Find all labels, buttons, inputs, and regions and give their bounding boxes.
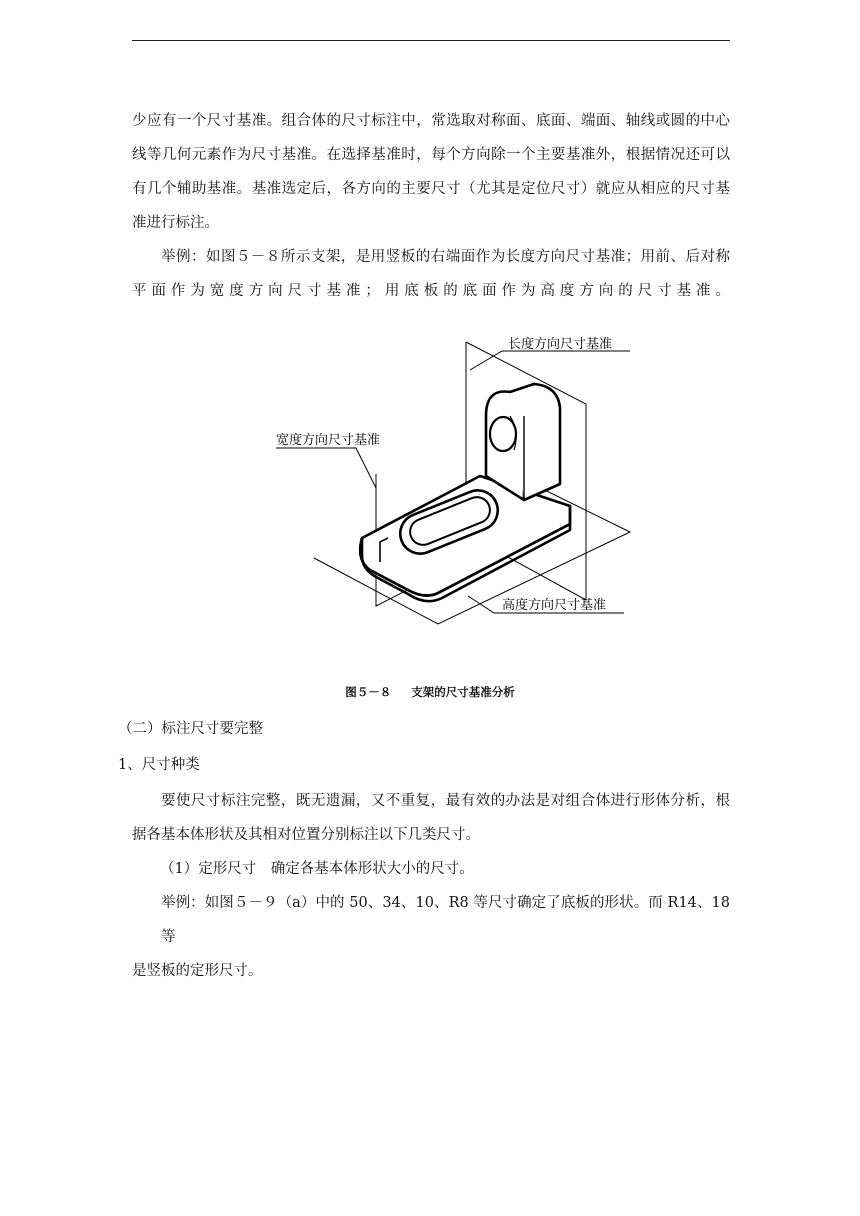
text-line: 是竖板的定形尺寸。	[132, 963, 263, 979]
header-rule	[132, 40, 730, 41]
caption-text: 支架的尺寸基准分析	[411, 685, 515, 699]
paragraph-completeness	[132, 784, 730, 852]
text-line: 举例：如图５－８所示支架，是用竖板的右端面作为长度方向尺寸基准；用前、后对称	[161, 249, 730, 265]
figure-caption	[0, 684, 860, 700]
length-datum-label: 长度方向尺寸基准	[508, 337, 613, 352]
text-line: 线等几何元素作为尺寸基准。在选择基准时，每个方向除一个主要基准外，根据情况还可以	[132, 147, 730, 163]
text-line: 平面作为宽度方向尺寸基准；用底板的底面作为高度方向的尺寸基准。	[132, 283, 730, 299]
text-line: 准进行标注。	[132, 215, 219, 231]
bracket-drawing	[258, 324, 638, 634]
text-line: 要使尺寸标注完整，既无遗漏，又不重复，最有效的办法是对组合体进行形体分析，根	[161, 793, 730, 809]
text-line: 少应有一个尺寸基准。组合体的尺寸标注中，常选取对称面、底面、端面、轴线或圆的中心	[132, 113, 730, 129]
length-leader	[470, 351, 630, 370]
subheading: 1、尺寸种类	[118, 757, 200, 773]
height-datum-label: 高度方向尺寸基准	[502, 598, 607, 613]
paragraph-example-bracket	[132, 240, 730, 308]
text-line: 据各基本体形状及其相对位置分别标注以下几类尺寸。	[132, 827, 480, 843]
section-heading: （二）标注尺寸要完整	[118, 721, 263, 737]
paragraph-shape-dimension: （1）定形尺寸 确定各基本体形状大小的尺寸。	[160, 861, 474, 877]
width-leader	[276, 448, 376, 488]
bracket-figure	[258, 324, 638, 634]
text-line: 举例：如图５－９（a）中的 50、34、10、R8 等尺寸确定了底板的形状。而 R14、18 等	[161, 895, 730, 945]
vertical-plate	[486, 384, 560, 500]
paragraph-example-dimensions	[132, 886, 730, 988]
width-datum-label: 宽度方向尺寸基准	[276, 433, 381, 448]
text-line: 有几个辅助基准。基准选定后，各方向的主要尺寸（尤其是定位尺寸）就应从相应的尺寸基	[132, 181, 730, 197]
caption-number: 图５－８	[345, 685, 392, 699]
paragraph-datum-intro	[132, 104, 730, 240]
